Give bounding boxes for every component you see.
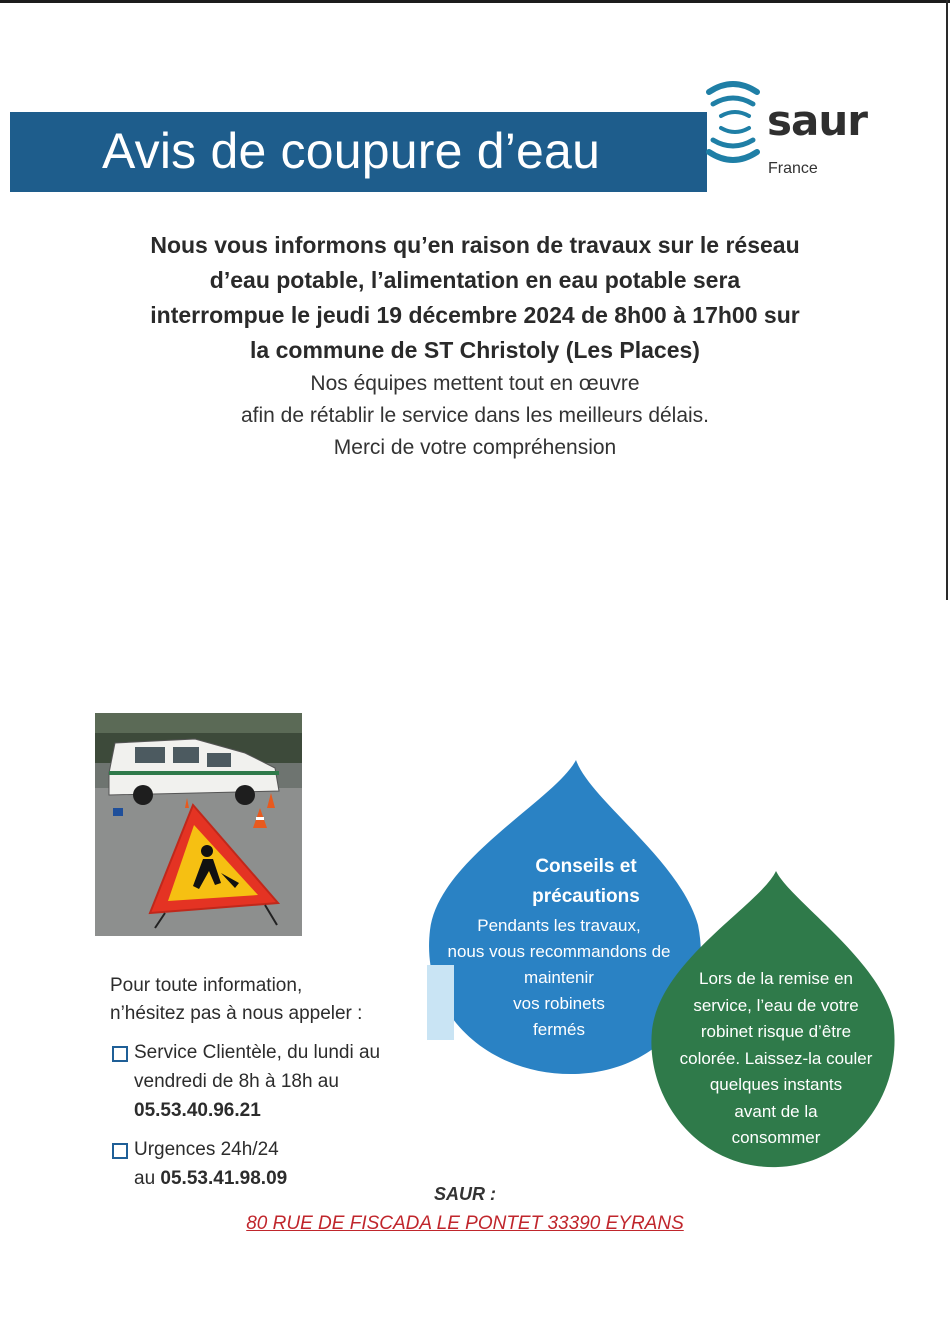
logo-country: France [768, 160, 818, 177]
green-drop-line: service, l’eau de votre [693, 995, 859, 1015]
service-phone: 05.53.40.96.21 [134, 1100, 261, 1121]
contact-intro-2: n’hésitez pas à nous appeler : [110, 1003, 363, 1024]
green-drop-line: colorée. Laissez-la couler [679, 1048, 873, 1068]
footer-address: 80 RUE DE FISCADA LE PONTET 33390 EYRANS [246, 1213, 684, 1234]
info-line: afin de rétablir le service dans les meilleurs délais. [240, 404, 710, 427]
footer-company: SAUR : [434, 1184, 496, 1204]
blue-drop-line: maintenir [524, 968, 594, 987]
urgences-prefix: au [134, 1168, 156, 1189]
service-line-1: Service Clientèle, du lundi au [134, 1042, 381, 1063]
info-line: Nos équipes mettent tout en œuvre [310, 372, 640, 395]
green-drop-line: robinet risque d’être [700, 1022, 852, 1041]
logo-brand: saur [767, 96, 867, 145]
blue-drop-line: Pendants les travaux, [477, 916, 641, 935]
blue-drop-text [428, 913, 690, 1043]
green-drop-line: avant de la [734, 1101, 818, 1121]
blue-drop-title [455, 852, 717, 912]
urgences-line: Urgences 24h/24 [134, 1139, 279, 1160]
urgences-phone: 05.53.41.98.09 [160, 1168, 288, 1189]
green-drop-line: consommer [731, 1128, 821, 1147]
info-line: Merci de votre compréhension [333, 436, 617, 459]
contact-intro-1: Pour toute information, [110, 975, 303, 996]
blue-drop-line: vos robinets [513, 994, 605, 1013]
blue-drop-title-line: Conseils et [535, 856, 637, 877]
page-title: Avis de coupure d’eau [102, 123, 601, 179]
blue-drop-line: fermés [533, 1020, 585, 1039]
blue-drop-title-line: précautions [532, 886, 640, 907]
notice-line: Nous vous informons qu’en raison de travaux sur le réseau [150, 232, 800, 258]
service-line-2: vendredi de 8h à 18h au [134, 1071, 339, 1092]
green-drop-text [658, 966, 894, 1152]
green-drop-line: quelques instants [709, 1075, 843, 1094]
notice-line: la commune de ST Christoly (Les Places) [250, 337, 700, 363]
blue-drop-line: nous vous recommandons de [447, 942, 671, 961]
green-drop-line: Lors de la remise en [698, 969, 854, 988]
notice-line: interrompue le jeudi 19 décembre 2024 de 8h00 à 17h00 sur [150, 302, 800, 328]
notice-line: d’eau potable, l’alimentation en eau potable sera [209, 267, 741, 293]
